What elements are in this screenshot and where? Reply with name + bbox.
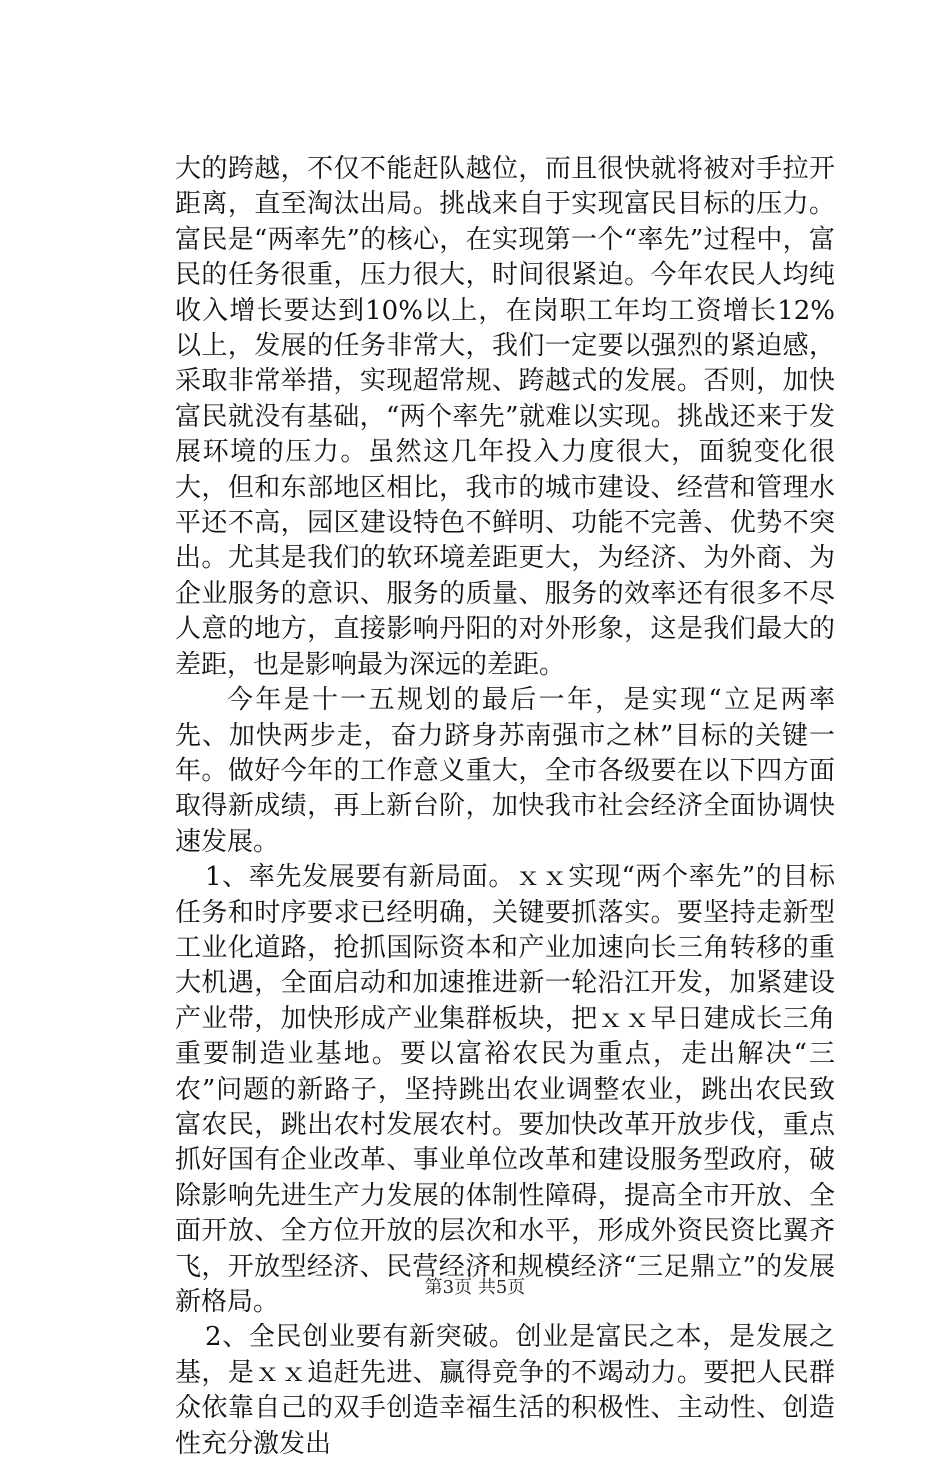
document-body <box>175 152 835 1462</box>
paragraph-point-1: 1、率先发展要有新局面。ｘｘ实现“两个率先”的目标任务和时序要求已经明确，关键要抓落实。要坚持走新型工业化道路，抢抓国际资本和产业加速向长三角转移的重大机遇，全面启动和加速推进新一轮沿江开发，加紧建设产业带，加快形成产业集群板块，把ｘｘ早日建成长三角重要制造业基地。要以富裕农民为重点，走出解决“三农”问题的新路子，坚持跳出农业调整农业，跳出农民致富农民，跳出农村发展农村。要加快改革开放步伐，重点抓好国有企业改革、事业单位改革和建设服务型政府，破除影响先进生产力发展的体制性障碍，提高全市开放、全面开放、全方位开放的层次和水平，形成外资民资比翼齐飞，开放型经济、民营经济和规模经济“三足鼎立”的发展新格局。 <box>175 862 835 1317</box>
paragraph-point-2: 2、全民创业要有新突破。创业是富民之本，是发展之基，是ｘｘ追赶先进、赢得竞争的不竭动力。要把人民群众依靠自己的双手创造幸福生活的积极性、主动性、创造性充分激发出 <box>175 1322 835 1459</box>
paragraph-this-year: 今年是十一五规划的最后一年，是实现“立足两率先、加快两步走，奋力跻身苏南强市之林”目标的关键一年。做好今年的工作意义重大，全市各级要在以下四方面取得新成绩，再上新台阶，加快我市社会经济全面协调快速发展。 <box>175 685 835 857</box>
paragraph-challenges: 大的跨越，不仅不能赶队越位，而且很快就将被对手拉开距离，直至淘汰出局。挑战来自于实现富民目标的压力。富民是“两率先”的核心，在实现第一个“率先”过程中，富民的任务很重，压力很大，时间很紧迫。今年农民人均纯收入增长要达到10%以上，在岗职工年均工资增长12%以上，发展的任务非常大，我们一定要以强烈的紧迫感，采取非常举措，实现超常规、跨越式的发展。否则，加快富民就没有基础，“两个率先”就难以实现。挑战还来于发展环境的压力。虽然这几年投入力度很大，面貌变化很大，但和东部地区相比，我市的城市建设、经营和管理水平还不高，园区建设特色不鲜明、功能不完善、优势不突出。尤其是我们的软环境差距更大，为经济、为外商、为企业服务的意识、服务的质量、服务的效率还有很多不尽人意的地方，直接影响丹阳的对外形象，这是我们最大的差距，也是影响最为深远的差距。 <box>175 154 835 680</box>
page-footer: 第3页 共5页 <box>424 1277 526 1298</box>
